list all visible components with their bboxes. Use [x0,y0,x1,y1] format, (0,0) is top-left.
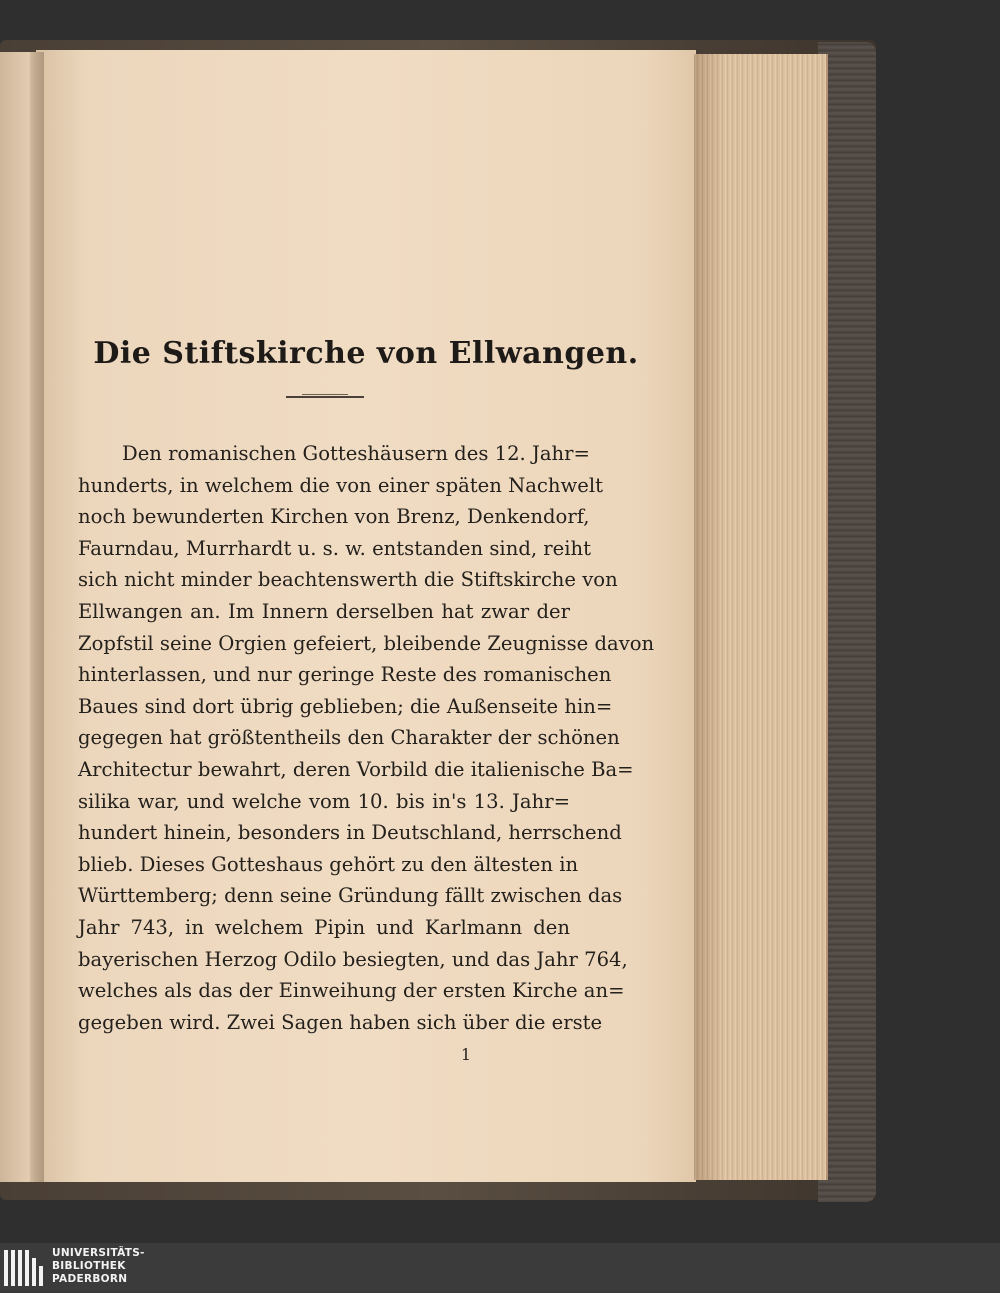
text-line: bayerischen Herzog Odilo besiegten, und das Jahr 764, [78,947,628,971]
text-line: Jahr 743, in welchem Pipin und Karlmann den [78,915,570,939]
text-line: Zopfstil seine Orgien gefeiert, bleibende Zeugnisse davon [78,631,655,655]
library-name [52,1247,145,1286]
text-line: welches als das der Einweihung der ersten Kirche an= [78,979,625,1003]
text-line: Den romanischen Gotteshäusern des 12. Jahr= [122,442,590,465]
library-logo-icon [4,1250,46,1286]
library-name-line: BIBLIOTHEK [52,1260,126,1272]
library-name-line: PADERBORN [52,1273,128,1285]
text-line: hundert hinein, besonders in Deutschland, herrschend [78,821,622,845]
text-line: blieb. Dieses Gotteshaus gehört zu den ältesten in [78,852,579,876]
text-line: silika war, und welche vom 10. bis in's 13. Jahr= [78,789,570,813]
gutter-shadow [30,52,44,1182]
text-line: hinterlassen, und nur geringe Reste des romanischen [78,663,612,687]
text-line: Baues sind dort übrig geblieben; die Außenseite hin= [78,694,613,718]
text-line: hunderts, in welchem die von einer späten Nachwelt [78,473,604,497]
page-block-edges [694,54,828,1180]
text-line: Württemberg; denn seine Gründung fällt zwischen das [78,884,623,908]
text-line: gegegen hat größtentheils den Charakter der schönen [78,726,620,750]
text-line: Faurndau, Murrhardt u. s. w. entstanden sind, reiht [78,536,592,560]
title-divider [286,396,364,398]
library-footer [0,1243,1000,1293]
text-line: Ellwangen an. Im Innern derselben hat zwar der [78,599,570,623]
library-name-line: UNIVERSITÄTS- [52,1247,145,1259]
text-line: sich nicht minder beachtenswerth die Stiftskirche von [78,568,618,592]
text-line: Architectur bewahrt, deren Vorbild die italienische Ba= [78,757,634,781]
chapter-title: Die Stiftskirche von Ellwangen. [93,336,639,371]
text-line: gegeben wird. Zwei Sagen haben sich über die erste [78,1010,603,1034]
body-text [78,438,655,1038]
text-line: noch bewunderten Kirchen von Brenz, Denkendorf, [78,505,590,529]
page-number: 1 [460,1045,472,1064]
